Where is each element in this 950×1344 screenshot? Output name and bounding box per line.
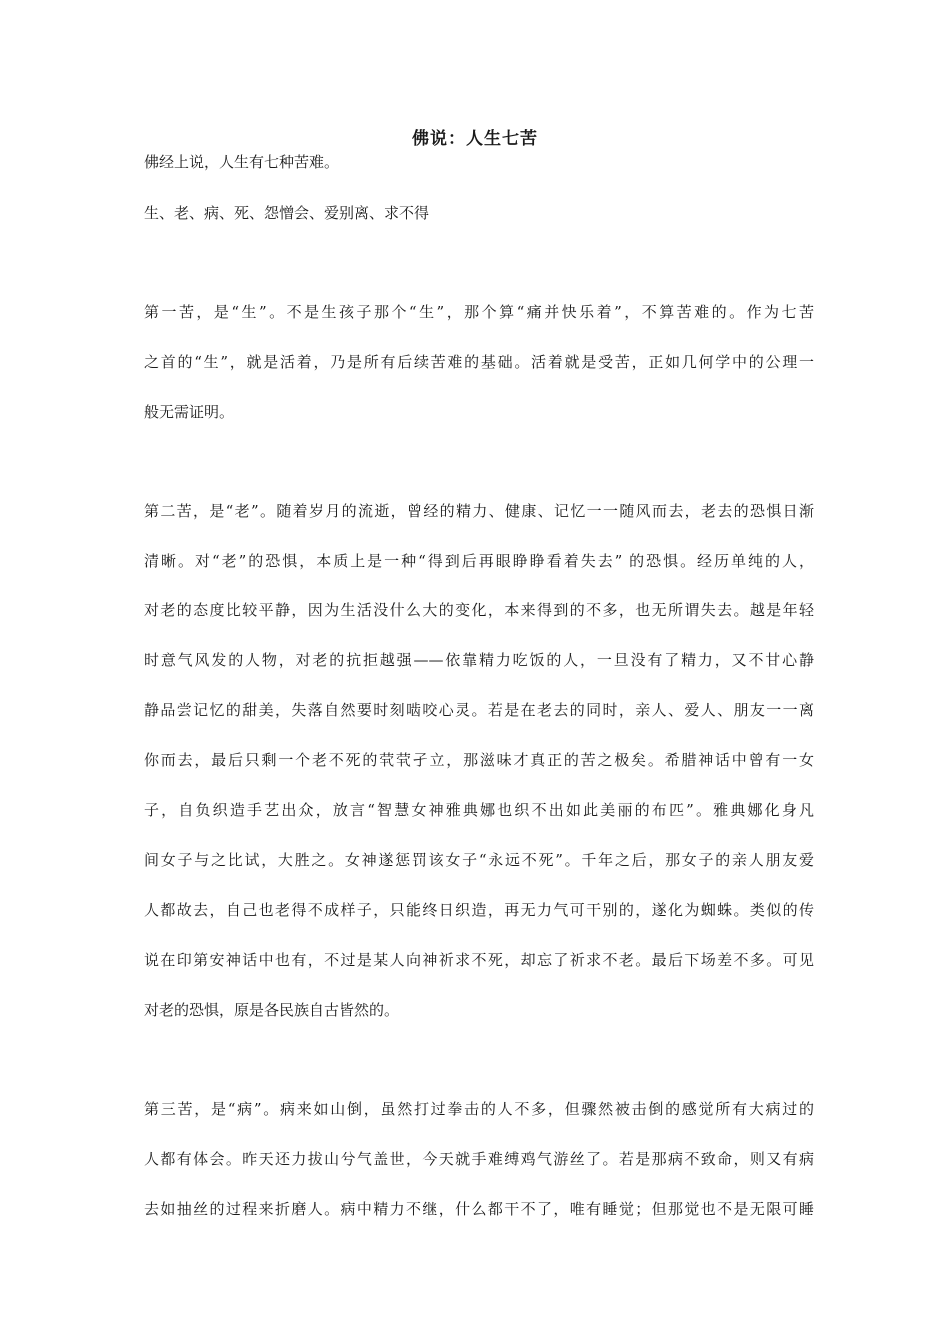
paragraph-line: 去如抽丝的过程来折磨人。病中精力不继，什么都干不了，唯有睡觉；但那觉也不是无限可睡	[144, 1200, 814, 1218]
intro-line: 佛经上说，人生有七种苦难。	[144, 153, 340, 171]
paragraph-line: 子，自负织造手艺出众，放言“智慧女神雅典娜也织不出如此美丽的布匹”。雅典娜化身凡	[144, 801, 814, 819]
paragraph-line: 间女子与之比试，大胜之。女神遂惩罚该女子“永远不死”。千年之后，那女子的亲人朋友爱	[144, 851, 814, 869]
paragraph-line: 对老的恐惧，原是各民族自古皆然的。	[144, 1001, 400, 1019]
paragraph-line: 第二苦，是“老”。随着岁月的流逝，曾经的精力、健康、记忆一一随风而去，老去的恐惧日渐	[144, 502, 814, 520]
seven-sufferings-list: 生、老、病、死、怨憎会、爱别离、求不得	[144, 204, 430, 222]
paragraph-line: 说在印第安神话中也有，不过是某人向神祈求不死，却忘了祈求不老。最后下场差不多。可见	[144, 951, 814, 969]
paragraph-line: 人都有体会。昨天还力拔山兮气盖世，今天就手难缚鸡气游丝了。若是那病不致命，则又有病	[144, 1150, 814, 1168]
paragraph-line: 般无需证明。	[144, 403, 235, 421]
paragraph-line: 第三苦，是“病”。病来如山倒，虽然打过拳击的人不多，但骤然被击倒的感觉所有大病过的	[144, 1100, 814, 1118]
paragraph-line: 清晰。对“老”的恐惧，本质上是一种“得到后再眼睁睁看着失去” 的恐惧。经历单纯的人，	[144, 552, 814, 570]
paragraph-line: 第一苦，是“生”。不是生孩子那个“生”，那个算“痛并快乐着”，不算苦难的。作为七苦	[144, 303, 814, 321]
paragraph-line: 对老的态度比较平静，因为生活没什么大的变化，本来得到的不多，也无所谓失去。越是年轻	[144, 601, 814, 619]
page-title: 佛说：人生七苦	[412, 129, 538, 149]
paragraph-line: 时意气风发的人物，对老的抗拒越强——依靠精力吃饭的人，一旦没有了精力，又不甘心静	[144, 651, 814, 669]
paragraph-line: 你而去，最后只剩一个老不死的茕茕孑立，那滋味才真正的苦之极矣。希腊神话中曾有一女	[144, 751, 814, 769]
paragraph-line: 人都故去，自己也老得不成样子，只能终日织造，再无力气可干别的，遂化为蜘蛛。类似的传	[144, 901, 814, 919]
paragraph-line: 静品尝记忆的甜美，失落自然要时刻啮咬心灵。若是在老去的同时，亲人、爱人、朋友一一离	[144, 701, 814, 719]
paragraph-line: 之首的“生”，就是活着，乃是所有后续苦难的基础。活着就是受苦，正如几何学中的公理一	[144, 353, 814, 371]
